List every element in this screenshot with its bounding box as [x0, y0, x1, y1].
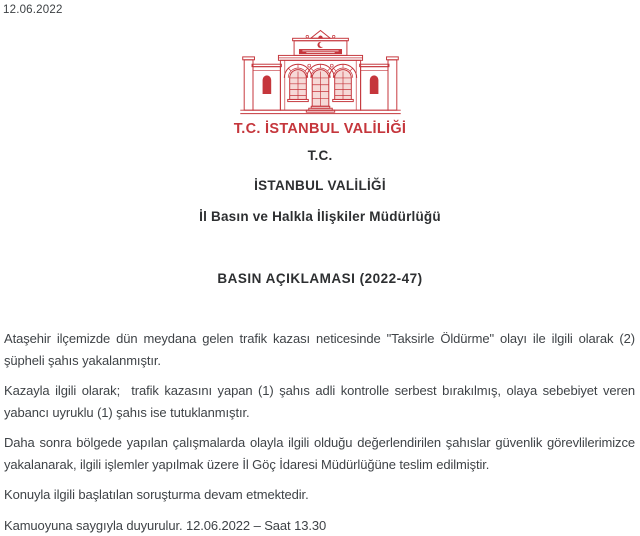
- paragraph-arrests: Kazayla ilgili olarak; trafik kazasını yapan (1) şahıs adli kontrolle serbest bırakılmış, olaya sebebiyet veren yabancı uyruklu (1) şahıs ise tutuklanmıştır.: [4, 380, 635, 423]
- pediment-niche: [318, 35, 323, 38]
- wing-window-left: [262, 75, 271, 94]
- heading-organization: İSTANBUL VALİLİĞİ: [0, 178, 640, 193]
- press-release-body: [0, 328, 640, 536]
- arched-door-center: [306, 64, 333, 106]
- crescent-icon: [317, 42, 324, 48]
- document-date: 12.06.2022: [3, 4, 63, 16]
- building-name-banner: [298, 49, 341, 54]
- logo-caption: T.C. İSTANBUL VALİLİĞİ: [0, 121, 640, 137]
- wing-window-right: [369, 75, 378, 94]
- entrance-steps: [306, 106, 334, 112]
- heading-tc: T.C.: [0, 148, 640, 163]
- arched-window-right: [329, 64, 356, 101]
- arched-window-left: [284, 64, 311, 101]
- paragraph-followup: Daha sonra bölgede yapılan çalışmalarda olayla ilgili olduğu değerlendirilen şahıslar güvenlik görevlilerimizce yakalanarak, ilgili işlemler yapılmak üzere İl Göç İdaresi Müdürlüğüne teslim edilmiştir.: [4, 432, 635, 475]
- paragraph-incident: Ataşehir ilçemizde dün meydana gelen trafik kazası neticesinde "Taksirle Öldürme" olayı ile ilgili olarak (2) şüpheli şahıs yakalanmıştır.: [4, 328, 635, 371]
- governorship-building-icon: [238, 29, 403, 119]
- paragraph-investigation: Konuyla ilgili başlatılan soruşturma devam etmektedir.: [4, 484, 635, 506]
- press-release-title: BASIN AÇIKLAMASI (2022-47): [0, 271, 640, 286]
- valilik-logo: [0, 29, 640, 119]
- paragraph-closing: Kamuoyuna saygıyla duyurulur. 12.06.2022 – Saat 13.30: [4, 515, 635, 536]
- heading-department: İl Basın ve Halkla İlişkiler Müdürlüğü: [0, 209, 640, 224]
